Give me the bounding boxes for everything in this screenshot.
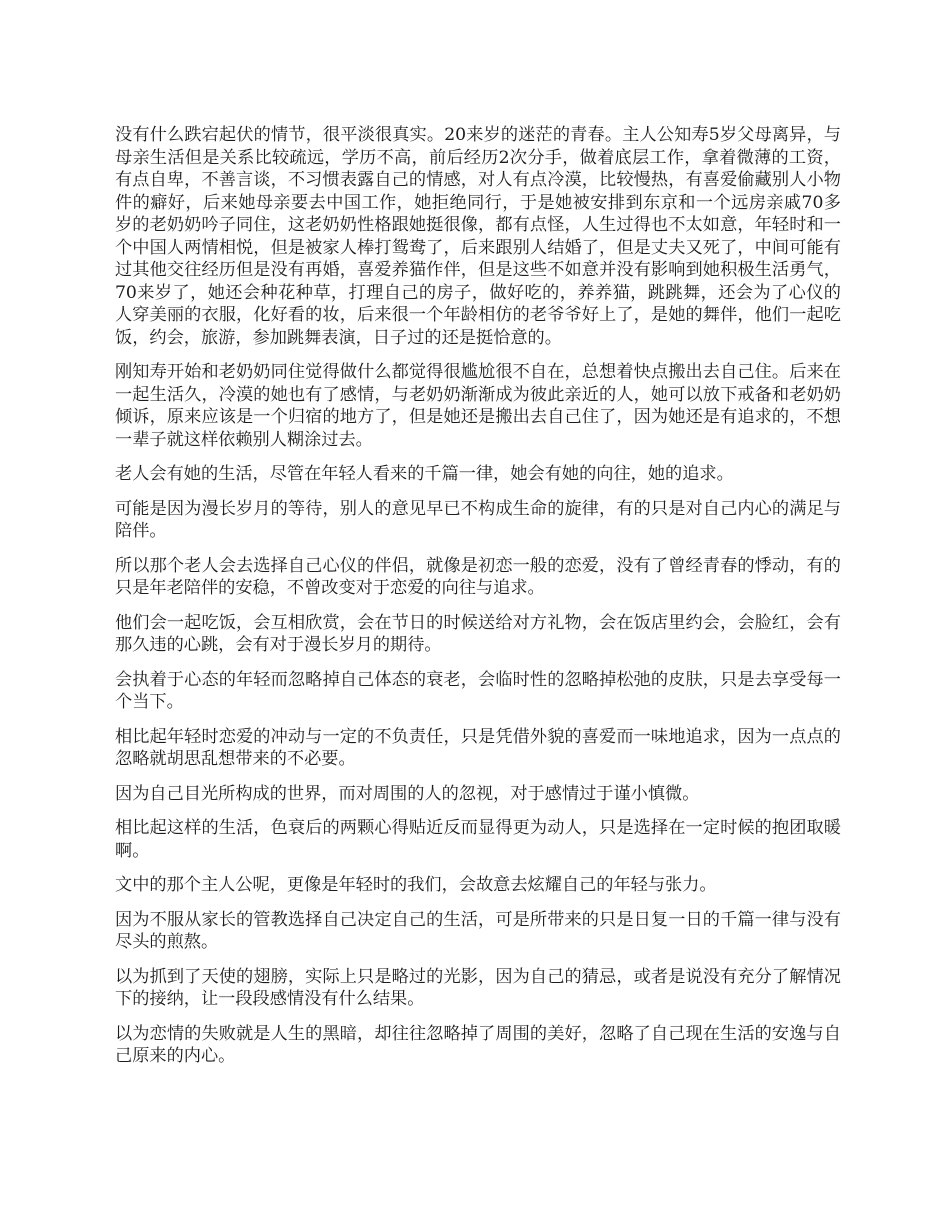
paragraph: 他们会一起吃饭，会互相欣赏，会在节日的时候送给对方礼物，会在饭店里约会，会脸红，会有那久违的心跳，会有对于漫长岁月的期待。: [115, 612, 841, 655]
paragraph: 因为不服从家长的管教选择自己决定自己的生活，可是所带来的只是日复一日的千篇一律与没有尽头的煎熬。: [115, 909, 841, 952]
document-body: [115, 124, 841, 1080]
paragraph: 会执着于心态的年轻而忽略掉自己体态的衰老，会临时性的忽略掉松弛的皮肤，只是去享受每一个当下。: [115, 669, 841, 712]
paragraph: 没有什么跌宕起伏的情节，很平淡很真实。20来岁的迷茫的青春。主人公知寿5岁父母离异，与母亲生活但是关系比较疏远，学历不高，前后经历2次分手，做着底层工作，拿着微薄的工资，有点自卑，不善言谈，不习惯表露自己的情感，对人有点冷漠，比较慢热，有喜爱偷藏别人小物件的癖好，后来她母亲要去中国工作，她拒绝同行，于是她被安排到东京和一个远房亲戚70多岁的老奶奶吟子同住，这老奶奶性格跟她挺很像，都有点怪，人生过得也不太如意，年轻时和一个中国人两情相悦，但是被家人棒打鸳鸯了，后来跟别人结婚了，但是丈夫又死了，中间可能有过其他交往经历但是没有再婚，喜爱养猫作伴，但是这些不如意并没有影响到她积极生活勇气，70来岁了，她还会种花种草，打理自己的房子，做好吃的，养养猫，跳跳舞，还会为了心仪的人穿美丽的衣服，化好看的妆，后来很一个年龄相仿的老爷爷好上了，是她的舞伴，他们一起吃饭，约会，旅游，参加跳舞表演，日子过的还是挺恰意的。: [115, 125, 841, 348]
paragraph: 因为自己目光所构成的世界，而对周围的人的忽视，对于感情过于谨小慎微。: [115, 783, 700, 804]
paragraph: 以为恋情的失败就是人生的黑暗，却往往忽略掉了周围的美好，忽略了自己现在生活的安逸与自己原来的内心。: [115, 1023, 841, 1066]
paragraph: 文中的那个主人公呢，更像是年轻时的我们，会故意去炫耀自己的年轻与张力。: [115, 875, 717, 895]
paragraph: 所以那个老人会去选择自己心仪的伴侣，就像是初恋一般的恋爱，没有了曾经青春的悸动，有的只是年老陪伴的安稳，不曾改变对于恋爱的向往与追求。: [115, 555, 841, 598]
paragraph: 相比起这样的生活，色衰后的两颗心得贴近反而显得更为动人，只是选择在一定时候的抱团取暖啊。: [115, 818, 841, 861]
paragraph: 相比起年轻时恋爱的冲动与一定的不负责任，只是凭借外貌的喜爱而一味地追求，因为一点点的忽略就胡思乱想带来的不必要。: [115, 726, 841, 769]
paragraph: 老人会有她的生活，尽管在年轻人看来的千篇一律，她会有她的向往，她的追求。: [115, 464, 734, 484]
paragraph: 可能是因为漫长岁月的等待，别人的意见早已不构成生命的旋律，有的只是对自己内心的满足与陪伴。: [115, 498, 841, 541]
paragraph: 以为抓到了天使的翅膀，实际上只是略过的光影，因为自己的猜忌，或者是说没有充分了解情况下的接纳，让一段段感情没有什么结果。: [115, 966, 841, 1009]
paragraph: 刚知寿开始和老奶奶同住觉得做什么都觉得很尴尬很不自在，总想着快点搬出去自己住。后来在一起生活久，冷漠的她也有了感情，与老奶奶渐渐成为彼此亲近的人，她可以放下戒备和老奶奶倾诉，原来应该是一个归宿的地方了，但是她还是搬出去自己住了，因为她还是有追求的，不想一辈子就这样依赖别人糊涂过去。: [115, 362, 841, 450]
